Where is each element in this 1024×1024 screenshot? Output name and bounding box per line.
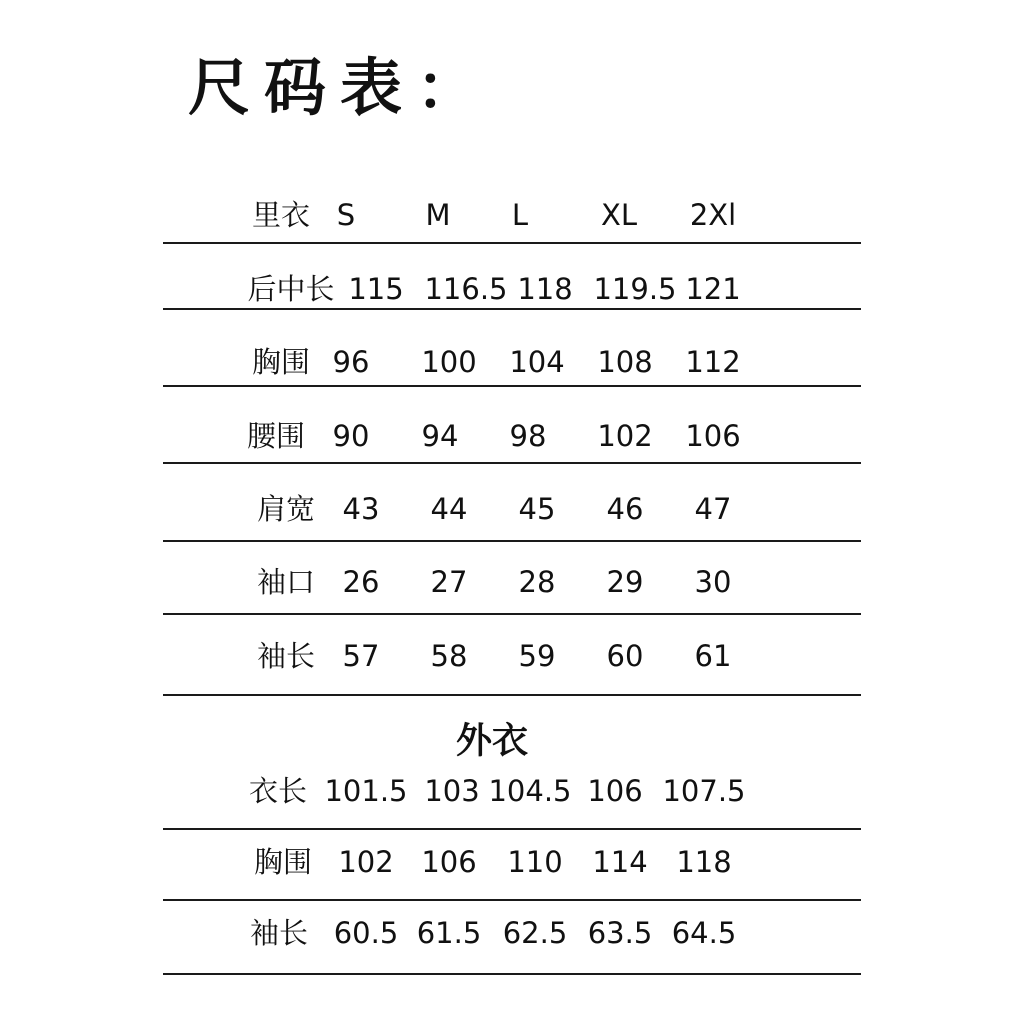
table-cell: 116.5 — [424, 272, 508, 306]
table-cell: 58 — [430, 639, 468, 673]
section-title-outer: 外衣 — [455, 720, 529, 762]
table-divider — [163, 694, 861, 696]
table-cell: 46 — [606, 492, 644, 526]
table-cell: 101.5 — [324, 774, 408, 808]
table-divider — [163, 242, 861, 244]
row-label: 胸围 — [251, 345, 311, 379]
table-cell: 96 — [332, 345, 370, 379]
table-cell: 47 — [694, 492, 732, 526]
table-cell: 63.5 — [587, 916, 653, 950]
table-divider — [163, 973, 861, 975]
table-cell: 100 — [421, 345, 477, 379]
table-cell: 27 — [430, 565, 468, 599]
table-cell: 102 — [338, 845, 394, 879]
row-label: 胸围 — [253, 845, 313, 879]
table-cell: 106 — [421, 845, 477, 879]
table-divider — [163, 385, 861, 387]
table-divider — [163, 462, 861, 464]
table-cell: 59 — [518, 639, 556, 673]
table-cell: 104 — [509, 345, 565, 379]
table-cell: 114 — [592, 845, 648, 879]
table-divider — [163, 828, 861, 830]
table-cell: 103 — [424, 774, 480, 808]
row-label: 肩宽 — [256, 492, 316, 526]
table-cell: 112 — [685, 345, 741, 379]
table-cell: 106 — [587, 774, 643, 808]
table-cell: 115 — [348, 272, 404, 306]
size-column-header: M — [425, 198, 451, 232]
table-cell: 28 — [518, 565, 556, 599]
table-cell: 118 — [676, 845, 732, 879]
table-divider — [163, 308, 861, 310]
table-cell: 45 — [518, 492, 556, 526]
table-divider — [163, 540, 861, 542]
row-label: 腰围 — [246, 419, 306, 453]
row-label: 袖口 — [256, 565, 316, 599]
table-divider — [163, 899, 861, 901]
table-cell: 44 — [430, 492, 468, 526]
table-divider — [163, 613, 861, 615]
table-cell: 118 — [517, 272, 573, 306]
table-cell: 64.5 — [671, 916, 737, 950]
table-cell: 121 — [685, 272, 741, 306]
row-label: 衣长 — [248, 774, 308, 808]
table-cell: 110 — [507, 845, 563, 879]
table-cell: 61 — [694, 639, 732, 673]
row-label: 袖长 — [249, 916, 309, 950]
table-cell: 104.5 — [488, 774, 572, 808]
row-label: 袖长 — [256, 639, 316, 673]
size-column-header: XL — [600, 198, 638, 232]
table-cell: 106 — [685, 419, 741, 453]
table-cell: 94 — [421, 419, 459, 453]
table-cell: 62.5 — [502, 916, 568, 950]
table-cell: 60 — [606, 639, 644, 673]
table-header-label: 里衣 — [251, 198, 311, 232]
table-cell: 108 — [597, 345, 653, 379]
table-cell: 102 — [597, 419, 653, 453]
table-cell: 90 — [332, 419, 370, 453]
size-column-header: S — [336, 198, 356, 232]
row-label: 后中长 — [247, 272, 335, 306]
size-column-header: L — [511, 198, 529, 232]
table-cell: 30 — [694, 565, 732, 599]
table-cell: 60.5 — [333, 916, 399, 950]
table-cell: 119.5 — [593, 272, 677, 306]
table-cell: 98 — [509, 419, 547, 453]
page-title: 尺码表： — [188, 51, 493, 124]
table-cell: 43 — [342, 492, 380, 526]
table-cell: 26 — [342, 565, 380, 599]
table-cell: 61.5 — [416, 916, 482, 950]
table-cell: 57 — [342, 639, 380, 673]
table-cell: 29 — [606, 565, 644, 599]
size-column-header: 2Xl — [689, 198, 737, 232]
table-cell: 107.5 — [662, 774, 746, 808]
